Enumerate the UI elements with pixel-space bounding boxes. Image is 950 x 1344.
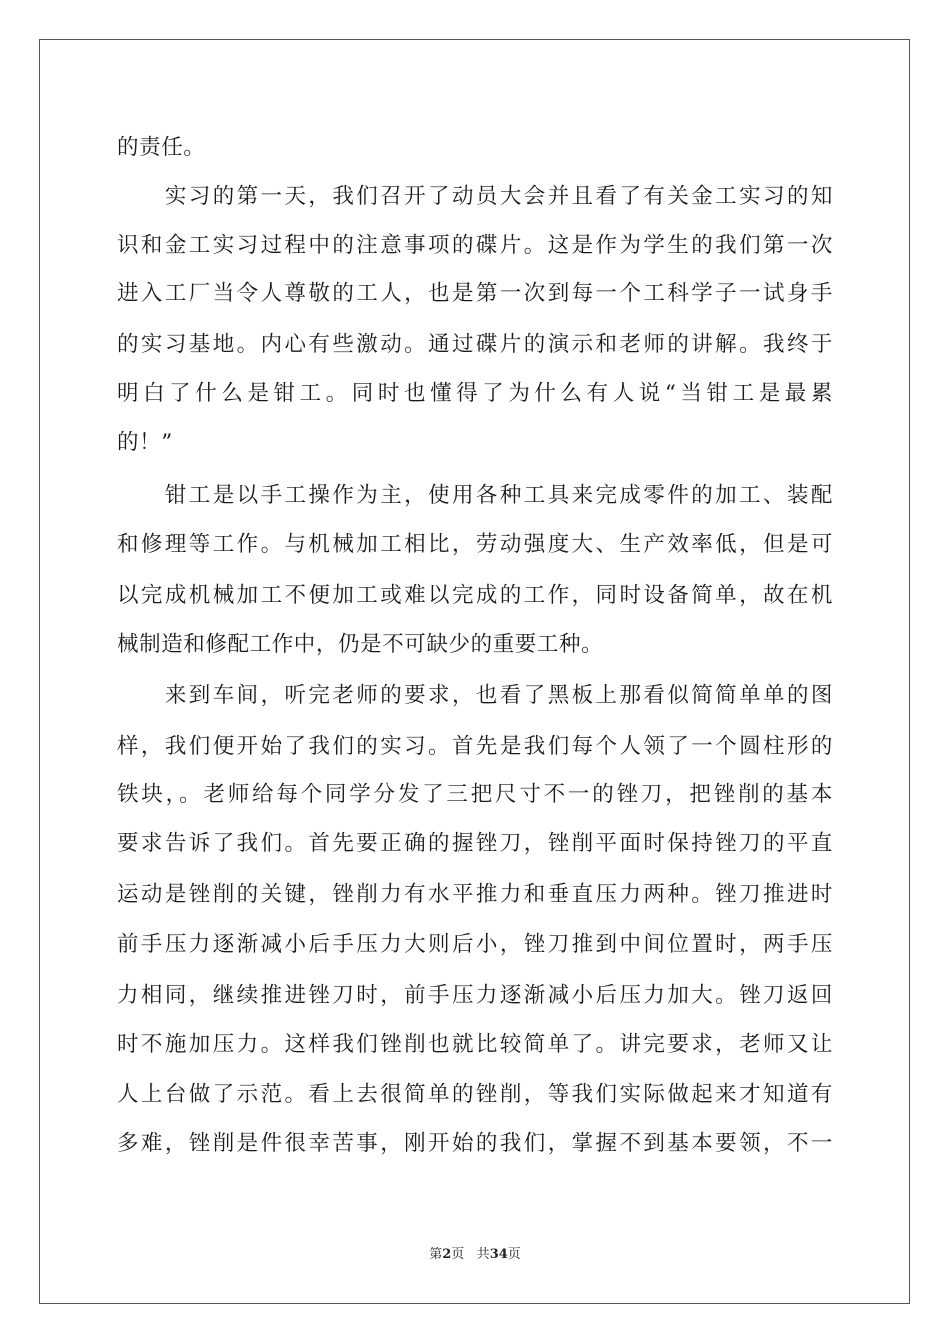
text-line: 运动是锉削的关键，锉削力有水平推力和垂直压力两种。锉刀推进时 bbox=[117, 882, 833, 907]
total-prefix: 共 bbox=[476, 1247, 490, 1262]
total-suffix: 页 bbox=[507, 1247, 521, 1262]
text-line: 明白了什么是钳工。同时也懂得了为什么有人说“当钳工是最累 bbox=[117, 381, 833, 406]
total-page-number: 34 bbox=[489, 1247, 508, 1262]
text-line: 和修理等工作。与机械加工相比，劳动强度大、生产效率低，但是可 bbox=[117, 532, 833, 557]
text-line: 时不施加压力。这样我们锉削也就比较简单了。讲完要求，老师又让 bbox=[117, 1032, 833, 1057]
text-line: 以完成机械加工不便加工或难以完成的工作，同时设备简单，故在机 bbox=[117, 583, 833, 608]
text-line: 力相同，继续推进锉刀时，前手压力逐渐减小后压力加大。锉刀返回 bbox=[117, 983, 833, 1008]
text-line: 实习的第一天，我们召开了动员大会并且看了有关金工实习的知 bbox=[117, 184, 833, 209]
text-line: 钳工是以手工操作为主，使用各种工具来完成零件的加工、装配 bbox=[117, 483, 833, 508]
text-line: 人上台做了示范。看上去很简单的锉削，等我们实际做起来才知道有 bbox=[117, 1082, 833, 1107]
current-page-number: 2 bbox=[442, 1247, 452, 1262]
page-footer bbox=[0, 1246, 950, 1264]
text-line: 识和金工实习过程中的注意事项的碟片。这是作为学生的我们第一次 bbox=[117, 233, 833, 258]
text-line: 的责任。 bbox=[117, 135, 206, 160]
text-line: 进入工厂当令人尊敬的工人，也是第一次到每一个工科学子一试身手 bbox=[117, 281, 833, 306]
text-line: 的！” bbox=[117, 430, 173, 455]
text-line: 前手压力逐渐减小后手压力大则后小，锉刀推到中间位置时，两手压 bbox=[117, 932, 833, 957]
text-line: 铁块，。老师给每个同学分发了三把尺寸不一的锉刀，把锉削的基本 bbox=[117, 782, 833, 807]
text-line: 要求告诉了我们。首先要正确的握锉刀，锉削平面时保持锉刀的平直 bbox=[117, 831, 833, 856]
text-line: 的实习基地。内心有些激动。通过碟片的演示和老师的讲解。我终于 bbox=[117, 332, 833, 357]
page-prefix: 第 bbox=[429, 1247, 443, 1262]
page-suffix: 页 bbox=[451, 1247, 465, 1262]
page-frame bbox=[39, 39, 910, 1304]
text-line: 械制造和修配工作中，仍是不可缺少的重要工种。 bbox=[117, 632, 604, 657]
text-line: 来到车间，听完老师的要求，也看了黑板上那看似简简单单的图 bbox=[117, 683, 833, 708]
text-line: 样，我们便开始了我们的实习。首先是我们每个人领了一个圆柱形的 bbox=[117, 734, 833, 759]
text-line: 多难，锉削是件很幸苦事，刚开始的我们，掌握不到基本要领，不一 bbox=[117, 1131, 833, 1156]
